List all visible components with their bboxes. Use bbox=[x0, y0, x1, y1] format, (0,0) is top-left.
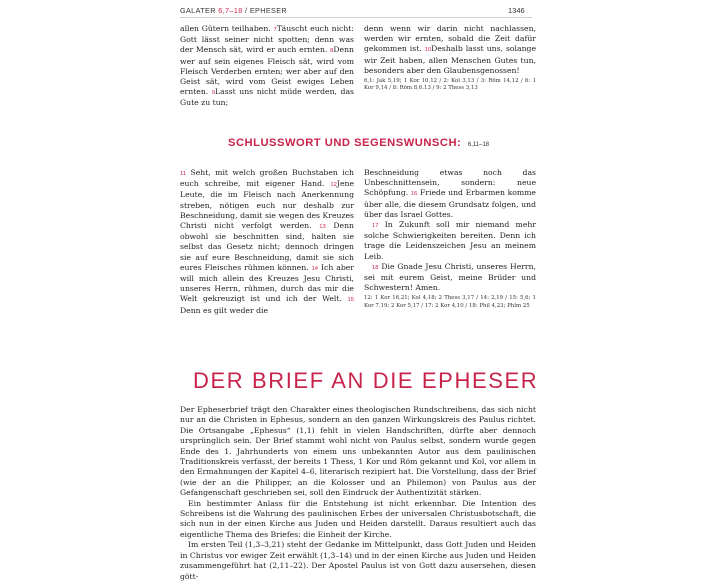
verse-number: 11 bbox=[180, 171, 187, 177]
verse-text: Ich aber will mich allein des Kreuzes Jesu Christi, unseres Herrn, rühmen, durch das mir die Welt gekreuzigt ist und ich der Welt. bbox=[180, 262, 354, 304]
verse-text: denn wenn wir darin nicht nachlassen, werden wir ernten, sobald die Zeit dafür gekommen ist. bbox=[364, 24, 536, 54]
introduction-text bbox=[180, 405, 536, 582]
verse-number: 18 bbox=[372, 264, 379, 271]
verse-text: Seht, mit welch großen Buchstaben ich euch schreibe, mit eigener Hand. bbox=[180, 168, 354, 189]
top-right-paragraph bbox=[364, 24, 536, 76]
verse-number: 13 bbox=[319, 224, 326, 231]
section-heading-title: SCHLUSSWORT UND SEGENSWUNSCH: bbox=[228, 137, 462, 149]
header-chapter-ref: 6,7–18 bbox=[218, 6, 243, 15]
mid-left-text-column bbox=[180, 168, 354, 316]
top-left-text-column bbox=[180, 24, 354, 109]
verse-number: 16 bbox=[410, 191, 418, 198]
intro-paragraph: Im ersten Teil (1,3–3,21) steht der Gedanke im Mittelpunkt, dass Gott Juden und Heiden in Christus vor ewiger Zeit erwählt (1,3–14) und in der einen Kirche aus Juden und Heiden zusammengeführt hat (2,11–22). Der Apostel Paulus ist von Gott dazu ausersehen, diesen gött- bbox=[180, 540, 536, 581]
verse-text: Jene Leute, die im Fleisch nach Anerkennung streben, nötigen euch nur deshalb zur Beschneidung, damit sie wegen des Kreuzes Christi nicht verfolgt werden. bbox=[180, 179, 354, 231]
page-number: 1346 bbox=[508, 6, 525, 15]
verse-text: Denn obwohl sie beschnitten sind, halten sie selbst das Gesetz nicht; dennoch dringen sie auf eure Beschneidung, damit sie sich eures Fleisches rühmen können. bbox=[180, 221, 355, 272]
verse-number: 12 bbox=[330, 182, 337, 189]
verse-text: Deshalb lasst uns, solange wir Zeit haben, allen Menschen Gutes tun, besonders aber den Glaubensgenossen! bbox=[364, 44, 536, 75]
verse-text: Denn es gilt weder die bbox=[180, 305, 269, 315]
verse-number: 7 bbox=[273, 27, 277, 33]
verse-text: In Zukunft soll mir niemand mehr solche Schwierigkeiten bereiten. Denn ich trage die Leidenszeichen Jesu an meinem Leib. bbox=[364, 220, 536, 261]
verse-number: 17 bbox=[372, 223, 379, 230]
cross-references: 12: 1 Kor 16,21; Kol 4,18; 2 Thess 3,17 / 14: 2,19 / 15: 5,6; 1 Kor 7,19; 2 Kor 5,17 / 17: 2 Kor 4,10 / 18: Phil 4,23; Phlm 25 bbox=[364, 295, 536, 309]
verse-text: allen Gütern teilhaben. bbox=[180, 24, 274, 33]
verse-number: 9 bbox=[211, 90, 216, 97]
section-heading bbox=[228, 137, 489, 149]
verse-number: 10 bbox=[424, 47, 432, 54]
header-book: GALATER bbox=[180, 6, 216, 15]
intro-paragraph: Ein bestimmter Anlass für die Entstehung ist nicht erkennbar. Die Intention des Schreibens ist die Wahrung des paulinischen Erbes der universalen Christusbotschaft, die sich nun in der einen Kirche aus Juden und Heiden darstellt. Daraus resultiert auch das eigentliche Thema des Briefes: die Einheit der Kirche. bbox=[180, 498, 536, 539]
cross-references: 6,1: Jak 5,19; 1 Kor 10,12 / 2: Kol 3,13 / 3: Röm 14,12 / 6: 1 Kor 9,14 / 8: Röm 8,6.13 / 9: 2 Thess 3,13 bbox=[364, 78, 536, 92]
header-separator: / bbox=[245, 6, 248, 15]
mid-right-text-column bbox=[364, 168, 536, 310]
header-section: EPHESER bbox=[249, 6, 287, 15]
verse-text: Beschneidung etwas noch das Unbeschnittensein, sondern: neue Schöpfung. bbox=[364, 168, 536, 198]
mid-left-paragraph bbox=[180, 168, 354, 316]
top-left-paragraph bbox=[180, 24, 354, 109]
verse-number: 14 bbox=[311, 265, 319, 272]
intro-paragraph: Der Epheserbrief trägt den Charakter eines theologischen Rundschreibens, das sich nicht nur an die Christen in Ephesus, sondern an den ganzen Wirkungskreis des Paulus richtet. Die Ortsangabe „Ephesus“ (1,1) fehlt in vielen Handschriften, dürfte aber dennoch ursprünglich sein. Der Brief stammt wohl nicht von Paulus selbst, sondern wurde gegen Ende des 1. Jahrhunderts von einem uns unbekannten Autor aus dem paulinischen Traditionskreis verfasst, der bereits 1 Thess, 1 Kor und Röm gekannt und Kol, vor allem in den Ermahnungen der Kapitel 4–6, literarisch rezipiert hat. Die Vorstellung, dass der Brief (wie der an die Philipper, an die Kolosser und an Philemon) von Paulus aus der Gefangenschaft geschrieben sei, soll den Eindruck der Authentizität stärken. bbox=[180, 405, 536, 498]
mid-right-paragraph bbox=[364, 262, 536, 294]
verse-number: 8 bbox=[330, 48, 334, 55]
section-heading-ref: 6,11–18 bbox=[467, 142, 490, 148]
top-right-text-column bbox=[364, 24, 536, 92]
verse-text: Friede und Erbarmen komme über alle, die diesem Grundsatz folgen, und über das Israel Gottes. bbox=[364, 188, 536, 219]
verse-text: Denn wer auf sein eigenes Fleisch sät, wird vom Fleisch Verderben ernten; wer aber auf den Geist sät, wird vom Geist ewiges Leben ernten. bbox=[180, 45, 354, 97]
mid-right-paragraph bbox=[364, 168, 536, 220]
mid-right-paragraph bbox=[364, 220, 536, 262]
verse-text: Lasst uns nicht müde werden, das Gute zu tun; bbox=[180, 87, 355, 108]
book-title: DER BRIEF AN DIE EPHESER bbox=[193, 368, 539, 393]
verse-text: Die Gnade Jesu Christi, unseres Herrn, sei mit eurem Geist, meine Brüder und Schwestern! Amen. bbox=[364, 261, 536, 293]
running-header bbox=[180, 6, 287, 15]
header-rule bbox=[180, 17, 532, 18]
verse-number: 15 bbox=[347, 297, 354, 304]
verse-text: Täuscht euch nicht: Gott lässt seiner nicht spotten; denn was der Mensch sät, wird er auch ernten. bbox=[180, 24, 354, 55]
